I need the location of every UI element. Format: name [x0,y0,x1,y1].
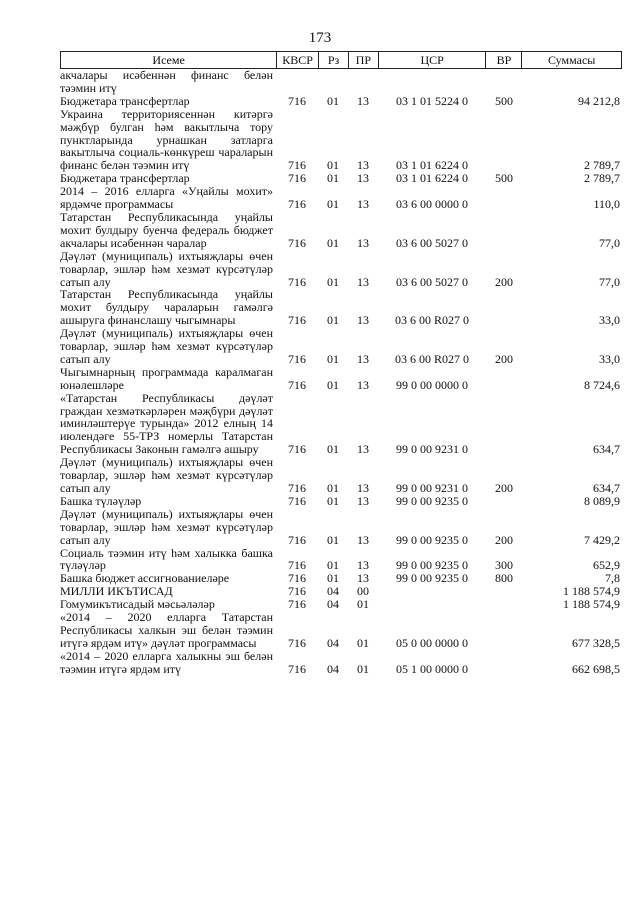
row-csr: 99 0 00 9235 0 [396,571,468,586]
row-rz: 01 [327,93,339,108]
row-kvsr: 716 [288,171,306,186]
row-name: Социаль тәэмин итү һәм халыкка башка түләүләр [60,545,273,573]
row-sum: 2 789,7 [584,171,620,186]
row-name: Гомумикътисадый мәсьәләләр [60,597,215,612]
row-csr: 99 0 00 0000 0 [396,377,468,392]
column-header-pr: ПР [348,52,378,68]
row-rz: 04 [327,661,339,676]
row-pr: 13 [357,197,369,212]
table-row [60,508,622,547]
row-name: «Татарстан Республикасы дәүләт граждан хезмәткәрләрен мәҗбүри дәүләт иминләштерүе турында» 2012 елның 14 июлендәге 55-ТРЗ номерлы Татарстан Республикасы Законын гамәлгә ашыру [60,390,273,457]
row-kvsr: 716 [288,571,306,586]
row-name: Татарстан Республикасында уңайлы мохит булдыру чараларын гамәлгә ашыруга финанслашу чыгымнары [60,287,273,328]
row-sum: 652,9 [593,558,620,573]
table-row [60,547,622,573]
row-name: Татарстан Республикасында уңайлы мохит булдыру буенча федераль бюджет акчалары исәбеннән чаралар [60,209,273,250]
row-csr: 99 0 00 9231 0 [396,442,468,457]
row-csr: 03 6 00 R027 0 [394,313,469,328]
row-sum: 1 188 574,9 [563,597,620,612]
row-rz: 01 [327,351,339,366]
row-csr: 03 6 00 R027 0 [394,351,469,366]
table-row [60,95,622,108]
row-kvsr: 716 [288,442,306,457]
row-name: Чыгымнарның программада каралмаган юнәлешләре [60,364,273,392]
column-header-name: Исеме [152,53,185,67]
page-number: 173 [308,30,332,46]
row-pr: 13 [357,532,369,547]
row-csr: 03 6 00 0000 0 [396,197,468,212]
row-name: Бюджетара трансфертлар [60,93,190,108]
row-sum: 8 089,9 [584,493,620,508]
row-rz: 01 [327,197,339,212]
row-pr: 13 [357,481,369,495]
row-pr: 13 [357,158,369,173]
row-csr: 03 1 01 5224 0 [396,93,468,108]
row-rz: 01 [327,442,339,457]
row-csr: 03 1 01 6224 0 [396,158,468,173]
row-sum: 7,8 [605,571,620,586]
row-kvsr: 716 [288,635,306,650]
row-sum: 77,0 [599,274,620,289]
table-header [60,51,622,69]
table-row [60,366,622,392]
row-vr: 800 [495,571,513,586]
row-vr: 200 [495,274,513,289]
row-name: Башка түләүләр [60,493,142,508]
table-row [60,327,622,366]
column-header-vr: ВР [485,52,521,68]
row-csr: 99 0 00 9235 0 [396,493,468,508]
row-name: Украина территориясеннән китәргә мәҗбүр булган һәм вакытлыча тору пунктларында урнашкан затларга вакытлыча социаль-көнкүреш чараларын финанс белән тәэмин итү [60,106,273,173]
row-csr: 05 1 00 0000 0 [396,661,468,676]
table-row [60,211,622,250]
row-kvsr: 716 [288,274,306,289]
row-rz: 01 [327,493,339,508]
row-name: МИЛЛИ ИКЪТИСАД [60,584,173,599]
row-vr: 300 [495,558,513,573]
row-kvsr: 716 [288,481,306,495]
row-name: «2014 – 2020 елларга халыкны эш белән тәэмин итүгә ярдәм итү [60,648,273,676]
row-pr: 13 [357,558,369,573]
row-kvsr: 716 [288,158,306,173]
row-pr: 13 [357,313,369,328]
row-sum: 77,0 [599,235,620,250]
row-kvsr: 716 [288,532,306,547]
row-csr: 03 1 01 6224 0 [396,171,468,186]
row-pr: 01 [357,661,369,676]
row-kvsr: 716 [288,197,306,212]
row-kvsr: 716 [288,584,306,599]
row-sum: 1 188 574,9 [563,584,620,599]
table-row [60,288,622,327]
row-sum: 8 724,6 [584,377,620,392]
row-pr: 13 [357,442,369,457]
row-kvsr: 716 [288,351,306,366]
row-vr: 200 [495,351,513,366]
row-sum: 2 789,7 [584,158,620,173]
row-pr: 13 [357,93,369,108]
table-row [60,650,622,676]
column-header-kvsr: КВСР [276,52,318,68]
row-name: акчалары исәбеннән финанс белән тәэмин итү [60,68,273,95]
row-sum: 7 429,2 [584,532,620,547]
row-sum: 677 328,5 [572,635,620,650]
row-kvsr: 716 [288,493,306,508]
row-vr: 500 [495,171,513,186]
column-header-sum: Суммасы [521,52,621,68]
row-pr: 00 [357,584,369,599]
table-row [60,69,622,95]
row-rz: 01 [327,171,339,186]
row-rz: 01 [327,274,339,289]
row-name: Башка бюджет ассигнованиеләре [60,571,230,586]
budget-table [60,51,622,676]
table-row [60,456,622,495]
row-name: 2014 – 2016 елларга «Уңайлы мохит» ярдәмче программасы [60,184,273,212]
row-kvsr: 716 [288,377,306,392]
row-rz: 04 [327,635,339,650]
row-csr: 05 0 00 0000 0 [396,635,468,650]
row-vr: 200 [495,532,513,547]
row-pr: 13 [357,351,369,366]
row-sum: 634,7 [593,442,620,457]
column-header-rz: Рз [318,52,348,68]
row-pr: 13 [357,171,369,186]
table-row [60,495,622,508]
row-sum: 634,7 [593,481,620,495]
row-kvsr: 716 [288,558,306,573]
row-rz: 01 [327,235,339,250]
row-csr: 03 6 00 5027 0 [396,235,468,250]
row-csr: 03 6 00 5027 0 [396,274,468,289]
table-row [60,185,622,211]
row-rz: 01 [327,158,339,173]
row-rz: 01 [327,313,339,328]
row-pr: 13 [357,571,369,586]
row-pr: 01 [357,635,369,650]
row-name: Дәүләт (муниципаль) ихтыяҗлары өчен товарлар, эшләр һәм хезмәт күрсәтүләр сатып алу [60,248,273,289]
row-kvsr: 716 [288,235,306,250]
table-row [60,108,622,173]
row-rz: 01 [327,481,339,495]
row-csr: 99 0 00 9235 0 [396,558,468,573]
row-sum: 662 698,5 [572,661,620,676]
table-row [60,250,622,289]
row-name: Дәүләт (муниципаль) ихтыяҗлары өчен товарлар, эшләр һәм хезмәт күрсәтүләр сатып алу [60,506,273,547]
row-pr: 13 [357,493,369,508]
row-pr: 13 [357,235,369,250]
table-row [60,611,622,650]
row-rz: 04 [327,597,339,612]
row-kvsr: 716 [288,93,306,108]
row-rz: 01 [327,558,339,573]
row-vr: 500 [495,93,513,108]
row-name: Дәүләт (муниципаль) ихтыяҗлары өчен товарлар, эшләр һәм хезмәт күрсәтүләр сатып алу [60,326,273,366]
row-rz: 01 [327,532,339,547]
row-name: Дәүләт (муниципаль) ихтыяҗлары өчен товарлар, эшләр һәм хезмәт күрсәтүләр сатып алу [60,455,273,495]
row-name: Бюджетара трансфертлар [60,171,190,186]
row-kvsr: 716 [288,313,306,328]
row-csr: 99 0 00 9231 0 [396,481,468,495]
row-sum: 33,0 [599,351,620,366]
row-csr: 99 0 00 9235 0 [396,532,468,547]
row-pr: 13 [357,274,369,289]
table-row [60,392,622,457]
row-kvsr: 716 [288,661,306,676]
row-rz: 04 [327,584,339,599]
row-sum: 110,0 [593,197,620,212]
row-sum: 94 212,8 [578,93,620,108]
row-sum: 33,0 [599,313,620,328]
row-rz: 01 [327,377,339,392]
row-pr: 01 [357,597,369,612]
column-header-csr: ЦСР [378,52,486,68]
row-rz: 01 [327,571,339,586]
table-body [60,69,622,676]
row-name: «2014 – 2020 елларга Татарстан Республикасы халкын эш белән тәэмин итүгә ярдәм итү» дәүләт программасы [60,610,273,650]
row-kvsr: 716 [288,597,306,612]
row-vr: 200 [495,481,513,495]
row-pr: 13 [357,377,369,392]
